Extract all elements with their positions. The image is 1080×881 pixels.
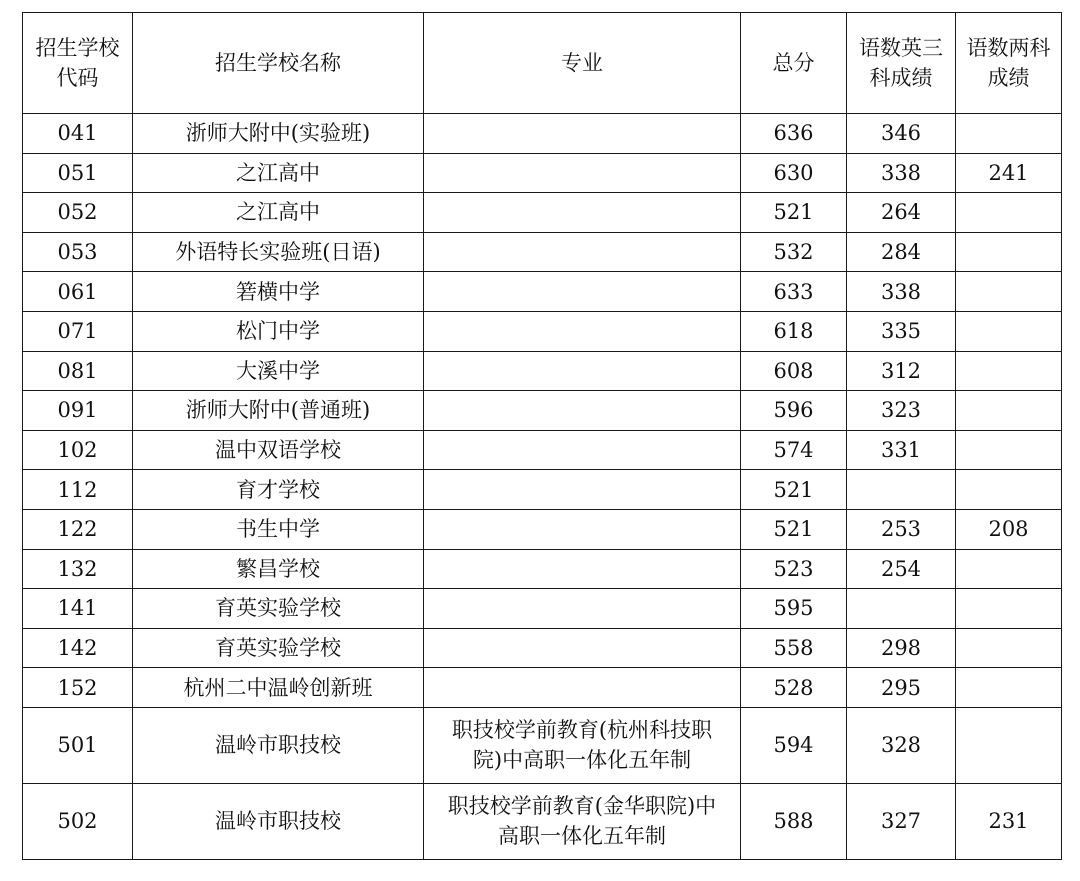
cell-two-subject-score: 241: [956, 153, 1062, 193]
cell-school-code: 041: [23, 114, 133, 154]
table-row: [23, 549, 1062, 589]
header-three-subject-score: [847, 13, 956, 114]
cell-three-subject-score: 323: [847, 391, 956, 431]
cell-two-subject-score: [956, 193, 1062, 233]
cell-three-subject-score: 253: [847, 509, 956, 549]
cell-school-code: 052: [23, 193, 133, 233]
header-three-subject-line-1: 语数英三: [859, 36, 943, 60]
cell-school-name: 大溪中学: [133, 351, 424, 391]
cell-school-name: 松门中学: [133, 311, 424, 351]
cell-total-score: 521: [741, 509, 847, 549]
header-total-score: 总分: [741, 13, 847, 114]
cell-school-name: 育英实验学校: [133, 628, 424, 668]
cell-major-line: 职技校学前教育(杭州科技职: [451, 718, 713, 743]
cell-major: [424, 589, 741, 629]
table-row: [23, 589, 1062, 629]
cell-major: [424, 272, 741, 312]
cell-school-name: 之江高中: [133, 193, 424, 233]
table-row: [23, 153, 1062, 193]
cell-school-code: 102: [23, 430, 133, 470]
header-school-code-line-1: 招生学校: [35, 36, 120, 60]
table-row: [23, 193, 1062, 233]
cell-total-score: 630: [741, 153, 847, 193]
cell-school-code: 501: [23, 707, 133, 783]
cell-three-subject-score: 298: [847, 628, 956, 668]
cell-total-score: 521: [741, 193, 847, 233]
cell-school-code: 142: [23, 628, 133, 668]
table-row: [23, 509, 1062, 549]
table-header: [23, 13, 1062, 114]
cell-two-subject-score: [956, 351, 1062, 391]
cell-major: [424, 391, 741, 431]
table-row: [23, 430, 1062, 470]
table-row: [23, 311, 1062, 351]
cell-total-score: 633: [741, 272, 847, 312]
header-two-subject-line-1: 语数两科: [966, 36, 1051, 60]
header-school-code: [23, 13, 133, 114]
cell-three-subject-score: 335: [847, 311, 956, 351]
table-row: [23, 232, 1062, 272]
cell-school-name: 温中双语学校: [133, 430, 424, 470]
cell-total-score: 574: [741, 430, 847, 470]
cell-three-subject-score: 338: [847, 272, 956, 312]
header-school-name: 招生学校名称: [133, 13, 424, 114]
cell-major-line: 高职一体化五年制: [498, 824, 666, 849]
cell-three-subject-score: 328: [847, 707, 956, 783]
cell-major: [424, 193, 741, 233]
cell-total-score: 636: [741, 114, 847, 154]
table-row: [23, 114, 1062, 154]
cell-school-name: 温岭市职技校: [133, 783, 424, 859]
cell-school-name: 育才学校: [133, 470, 424, 510]
table-row: [23, 351, 1062, 391]
cell-school-code: 081: [23, 351, 133, 391]
cell-total-score: 595: [741, 589, 847, 629]
cell-major: [424, 153, 741, 193]
cell-school-code: 071: [23, 311, 133, 351]
header-two-subject-line-2: 成绩: [987, 66, 1030, 90]
cell-two-subject-score: [956, 232, 1062, 272]
cell-major: [424, 628, 741, 668]
cell-three-subject-score: [847, 589, 956, 629]
cell-total-score: 594: [741, 707, 847, 783]
cell-school-name: 温岭市职技校: [133, 707, 424, 783]
table-row: [23, 628, 1062, 668]
cell-two-subject-score: [956, 114, 1062, 154]
cell-major: [424, 430, 741, 470]
cell-two-subject-score: 208: [956, 509, 1062, 549]
cell-school-name: 之江高中: [133, 153, 424, 193]
cell-three-subject-score: 264: [847, 193, 956, 233]
cell-three-subject-score: 284: [847, 232, 956, 272]
cell-school-code: 141: [23, 589, 133, 629]
table-row: [23, 783, 1062, 859]
cell-two-subject-score: [956, 589, 1062, 629]
header-major: 专业: [424, 13, 741, 114]
cell-major: [424, 707, 741, 783]
cell-major-line: 院)中高职一体化五年制: [472, 748, 692, 773]
cell-school-name: 外语特长实验班(日语): [133, 232, 424, 272]
header-school-code-line-2: 代码: [56, 66, 99, 90]
cell-school-name: 箬横中学: [133, 272, 424, 312]
table-row: [23, 272, 1062, 312]
cell-three-subject-score: 312: [847, 351, 956, 391]
cell-school-code: 053: [23, 232, 133, 272]
cell-major: [424, 470, 741, 510]
cell-major: [424, 668, 741, 708]
cell-school-code: 091: [23, 391, 133, 431]
table-row: [23, 470, 1062, 510]
cell-two-subject-score: [956, 470, 1062, 510]
table-row: [23, 668, 1062, 708]
cell-major: [424, 509, 741, 549]
cell-two-subject-score: [956, 272, 1062, 312]
cell-two-subject-score: [956, 668, 1062, 708]
cell-two-subject-score: [956, 707, 1062, 783]
cell-total-score: 558: [741, 628, 847, 668]
header-three-subject-line-2: 科成绩: [869, 66, 933, 90]
cell-major: [424, 783, 741, 859]
cell-three-subject-score: 295: [847, 668, 956, 708]
cell-major: [424, 232, 741, 272]
cell-school-name: 育英实验学校: [133, 589, 424, 629]
cell-three-subject-score: 338: [847, 153, 956, 193]
cell-major: [424, 351, 741, 391]
cell-school-code: 502: [23, 783, 133, 859]
admission-scores-table: [22, 12, 1062, 860]
cell-major: [424, 549, 741, 589]
header-row: [23, 13, 1062, 114]
cell-three-subject-score: 327: [847, 783, 956, 859]
cell-school-name: 书生中学: [133, 509, 424, 549]
cell-school-name: 浙师大附中(实验班): [133, 114, 424, 154]
cell-two-subject-score: [956, 549, 1062, 589]
table-row: [23, 707, 1062, 783]
cell-total-score: 521: [741, 470, 847, 510]
cell-major: [424, 311, 741, 351]
cell-total-score: 588: [741, 783, 847, 859]
cell-school-name: 繁昌学校: [133, 549, 424, 589]
cell-two-subject-score: [956, 391, 1062, 431]
cell-two-subject-score: 231: [956, 783, 1062, 859]
cell-three-subject-score: 254: [847, 549, 956, 589]
cell-two-subject-score: [956, 311, 1062, 351]
cell-school-code: 152: [23, 668, 133, 708]
cell-school-name: 杭州二中温岭创新班: [133, 668, 424, 708]
cell-major: [424, 114, 741, 154]
cell-school-name: 浙师大附中(普通班): [133, 391, 424, 431]
cell-three-subject-score: 346: [847, 114, 956, 154]
cell-total-score: 608: [741, 351, 847, 391]
cell-school-code: 132: [23, 549, 133, 589]
cell-school-code: 051: [23, 153, 133, 193]
cell-school-code: 112: [23, 470, 133, 510]
cell-total-score: 618: [741, 311, 847, 351]
header-two-subject-score: [956, 13, 1062, 114]
cell-three-subject-score: [847, 470, 956, 510]
cell-total-score: 523: [741, 549, 847, 589]
cell-two-subject-score: [956, 628, 1062, 668]
cell-three-subject-score: 331: [847, 430, 956, 470]
cell-school-code: 122: [23, 509, 133, 549]
cell-two-subject-score: [956, 430, 1062, 470]
cell-total-score: 532: [741, 232, 847, 272]
cell-total-score: 528: [741, 668, 847, 708]
cell-total-score: 596: [741, 391, 847, 431]
table-body: [23, 114, 1062, 860]
cell-school-code: 061: [23, 272, 133, 312]
table-row: [23, 391, 1062, 431]
cell-major-line: 职技校学前教育(金华职院)中: [447, 794, 717, 819]
